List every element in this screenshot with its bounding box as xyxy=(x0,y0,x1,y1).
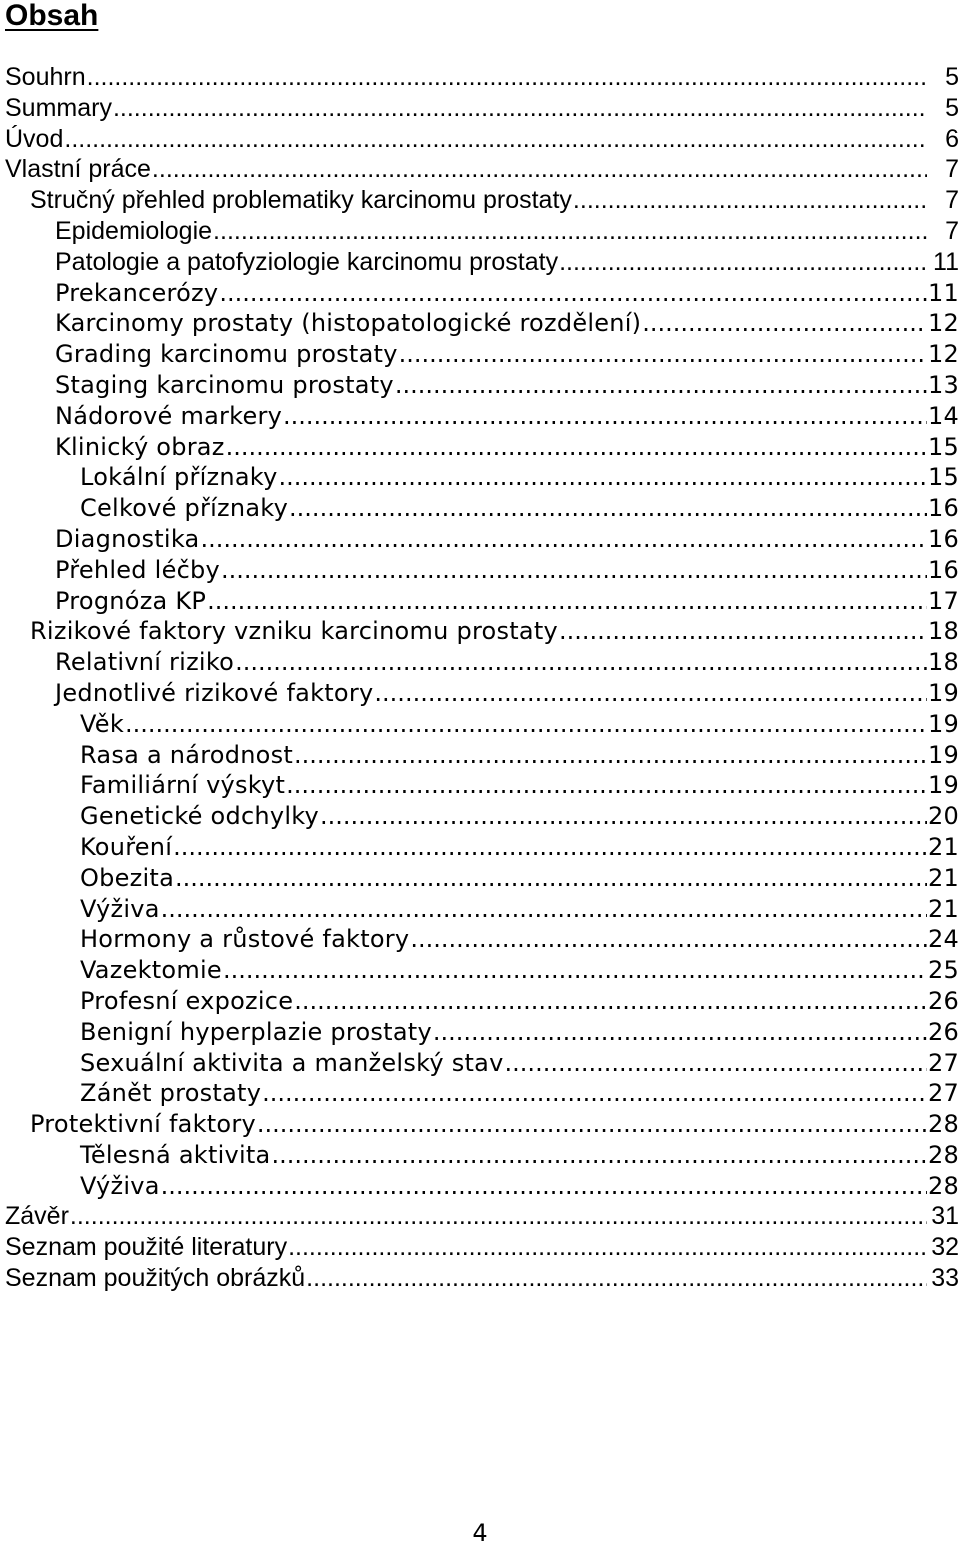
toc-entry-label: Prekancerózy xyxy=(55,278,219,307)
toc-entry-page: 15 xyxy=(927,463,959,492)
toc-entry[interactable] xyxy=(0,770,960,801)
toc-entry[interactable] xyxy=(0,709,960,740)
toc-entry[interactable] xyxy=(0,1109,960,1140)
dot-leader xyxy=(201,524,927,555)
toc-entry-label: Seznam použité literatury xyxy=(5,1233,288,1262)
dot-leader xyxy=(207,586,927,617)
toc-entry-page: 12 xyxy=(927,309,959,338)
toc-entry[interactable] xyxy=(0,1078,960,1109)
toc-entry-label: Sexuální aktivita a manželský stav xyxy=(80,1048,504,1077)
dot-leader xyxy=(505,1048,927,1079)
document-title: Obsah xyxy=(5,0,99,32)
toc-entry[interactable] xyxy=(0,339,960,370)
toc-entry-label: Souhrn xyxy=(5,63,86,91)
toc-entry-page: 21 xyxy=(927,863,959,892)
toc-entry-page: 7 xyxy=(945,216,959,245)
toc-entry-page: 7 xyxy=(945,186,959,215)
dot-leader xyxy=(262,1078,927,1109)
toc-entry-page: 5 xyxy=(945,93,959,122)
toc-entry[interactable] xyxy=(0,832,960,863)
toc-entry-page: 27 xyxy=(927,1048,959,1077)
toc-entry-label: Klinický obraz xyxy=(55,432,225,461)
dot-leader xyxy=(288,1232,927,1263)
toc-entry-page: 11 xyxy=(927,278,959,307)
toc-entry-label: Obezita xyxy=(80,863,175,892)
toc-entry[interactable] xyxy=(0,308,960,339)
toc-entry-page: 15 xyxy=(927,432,959,461)
dot-leader xyxy=(294,986,927,1017)
toc-entry-label: Jednotlivé rizikové faktory xyxy=(55,678,374,707)
toc-entry-page: 31 xyxy=(931,1202,959,1231)
toc-entry-page: 21 xyxy=(927,832,959,861)
toc-entry[interactable] xyxy=(0,493,960,524)
toc-entry[interactable] xyxy=(0,370,960,401)
toc-entry-label: Vazektomie xyxy=(80,956,222,985)
toc-entry-page: 19 xyxy=(927,771,959,800)
toc-entry-label: Kouření xyxy=(80,832,173,861)
toc-entry-label: Staging karcinomu prostaty xyxy=(55,370,394,399)
toc-entry-label: Věk xyxy=(80,709,124,738)
toc-entry-page: 18 xyxy=(927,648,959,677)
toc-entry[interactable] xyxy=(0,432,960,463)
toc-entry-label: Summary xyxy=(5,93,112,122)
dot-leader xyxy=(70,1201,927,1232)
toc-entry-label: Rizikové faktory vzniku karcinomu prostaty xyxy=(30,617,558,646)
toc-entry-label: Celkové příznaky xyxy=(80,494,289,523)
toc-entry[interactable] xyxy=(0,894,960,925)
dot-leader xyxy=(257,1109,927,1140)
dot-leader xyxy=(279,462,927,493)
toc-entry[interactable] xyxy=(0,955,960,986)
toc-entry-page: 32 xyxy=(931,1233,959,1262)
dot-leader xyxy=(161,1171,927,1202)
toc-entry-page: 28 xyxy=(927,1140,959,1169)
toc-entry[interactable] xyxy=(0,586,960,617)
dot-leader xyxy=(219,278,927,309)
toc-entry[interactable] xyxy=(0,1201,960,1232)
toc-entry[interactable] xyxy=(0,124,960,155)
toc-entry[interactable] xyxy=(0,185,960,216)
dot-leader xyxy=(283,401,927,432)
toc-entry-label: Vlastní práce xyxy=(5,155,151,184)
dot-leader xyxy=(175,863,927,894)
toc-entry-label: Familiární výskyt xyxy=(80,771,286,800)
toc-entry-page: 7 xyxy=(945,155,959,184)
toc-entry[interactable] xyxy=(0,401,960,432)
dot-leader xyxy=(161,894,927,925)
toc-entry[interactable] xyxy=(0,647,960,678)
dot-leader xyxy=(289,493,927,524)
toc-entry-label: Úvod xyxy=(5,124,64,153)
toc-entry-label: Seznam použitých obrázků xyxy=(5,1264,306,1293)
toc-entry[interactable] xyxy=(0,278,960,309)
toc-entry-label: Lokální příznaky xyxy=(80,463,278,492)
toc-entry-label: Relativní riziko xyxy=(55,648,235,677)
dot-leader xyxy=(64,124,927,155)
toc-entry-label: Stručný přehled problematiky karcinomu prostaty xyxy=(30,186,572,215)
toc-entry[interactable] xyxy=(0,1232,960,1263)
toc-entry[interactable] xyxy=(0,924,960,955)
dot-leader xyxy=(113,93,927,124)
dot-leader xyxy=(294,740,927,771)
toc-entry[interactable] xyxy=(0,1017,960,1048)
toc-entry-page: 33 xyxy=(931,1264,959,1293)
dot-leader xyxy=(152,154,927,185)
toc-entry[interactable] xyxy=(0,863,960,894)
toc-entry[interactable] xyxy=(0,1263,960,1294)
toc-entry[interactable] xyxy=(0,462,960,493)
toc-entry-page: 6 xyxy=(945,124,959,153)
toc-entry-page: 19 xyxy=(927,678,959,707)
toc-entry-page: 5 xyxy=(945,63,959,91)
toc-entry[interactable] xyxy=(0,524,960,555)
toc-entry-label: Prognóza KP xyxy=(55,586,207,615)
dot-leader xyxy=(223,955,927,986)
toc-entry-page: 26 xyxy=(927,986,959,1015)
toc-entry[interactable] xyxy=(0,1048,960,1079)
toc-entry[interactable] xyxy=(0,216,960,247)
dot-leader xyxy=(399,339,927,370)
toc-entry[interactable] xyxy=(0,555,960,586)
dot-leader xyxy=(320,801,927,832)
toc-entry-label: Diagnostika xyxy=(55,524,200,553)
toc-entry-label: Přehled léčby xyxy=(55,555,220,584)
toc-entry[interactable] xyxy=(0,93,960,124)
dot-leader xyxy=(226,432,927,463)
dot-leader xyxy=(559,247,927,278)
toc-entry-page: 20 xyxy=(927,802,959,831)
toc-entry[interactable] xyxy=(0,986,960,1017)
dot-leader xyxy=(374,678,927,709)
toc-entry-page: 27 xyxy=(927,1079,959,1108)
toc-entry-page: 19 xyxy=(927,740,959,769)
dot-leader xyxy=(272,1140,927,1171)
toc-entry-label: Výživa xyxy=(80,1171,160,1200)
toc-entry-label: Protektivní faktory xyxy=(30,1110,256,1139)
toc-entry-label: Tělesná aktivita xyxy=(80,1140,271,1169)
toc-entry[interactable] xyxy=(0,247,960,278)
toc-entry[interactable] xyxy=(0,62,960,93)
toc-entry-page: 16 xyxy=(927,494,959,523)
toc-entry-label: Epidemiologie xyxy=(55,216,213,245)
toc-entry-page: 24 xyxy=(927,925,959,954)
toc-entry-label: Profesní expozice xyxy=(80,986,294,1015)
toc-entry-label: Genetické odchylky xyxy=(80,802,319,831)
toc-entry-label: Rasa a národnost xyxy=(80,740,294,769)
toc-entry[interactable] xyxy=(0,801,960,832)
toc-entry[interactable] xyxy=(0,616,960,647)
toc-entry-page: 14 xyxy=(927,401,959,430)
dot-leader xyxy=(87,62,927,93)
toc-entry-page: 28 xyxy=(927,1110,959,1139)
dot-leader xyxy=(642,308,927,339)
toc-entry-page: 11 xyxy=(933,247,959,276)
page-number: 4 xyxy=(472,1519,488,1547)
table-of-contents xyxy=(0,62,960,1294)
toc-entry-page: 25 xyxy=(927,956,959,985)
toc-entry-page: 19 xyxy=(927,709,959,738)
toc-entry-label: Karcinomy prostaty (histopatologické rozdělení) xyxy=(55,309,642,338)
toc-entry-page: 18 xyxy=(927,617,959,646)
toc-entry[interactable] xyxy=(0,1171,960,1202)
dot-leader xyxy=(573,185,927,216)
toc-entry-page: 16 xyxy=(927,555,959,584)
toc-entry-page: 16 xyxy=(927,524,959,553)
toc-entry-page: 13 xyxy=(927,370,959,399)
dot-leader xyxy=(433,1017,927,1048)
toc-entry[interactable] xyxy=(0,1140,960,1171)
toc-entry[interactable] xyxy=(0,678,960,709)
dot-leader xyxy=(235,647,927,678)
toc-entry-page: 28 xyxy=(927,1171,959,1200)
dot-leader xyxy=(286,770,927,801)
toc-entry-page: 26 xyxy=(927,1017,959,1046)
toc-entry-label: Zánět prostaty xyxy=(80,1079,262,1108)
dot-leader xyxy=(559,616,927,647)
toc-entry-page: 12 xyxy=(927,340,959,369)
toc-entry[interactable] xyxy=(0,154,960,185)
toc-entry-label: Hormony a růstové faktory xyxy=(80,925,410,954)
dot-leader xyxy=(125,709,927,740)
toc-entry-page: 21 xyxy=(927,894,959,923)
dot-leader xyxy=(173,832,927,863)
toc-entry-label: Nádorové markery xyxy=(55,401,283,430)
toc-entry-label: Grading karcinomu prostaty xyxy=(55,340,398,369)
toc-entry-page: 17 xyxy=(927,586,959,615)
dot-leader xyxy=(213,216,927,247)
toc-entry-label: Benigní hyperplazie prostaty xyxy=(80,1017,432,1046)
dot-leader xyxy=(221,555,927,586)
toc-entry[interactable] xyxy=(0,740,960,771)
dot-leader xyxy=(410,924,927,955)
toc-entry-label: Výživa xyxy=(80,894,160,923)
dot-leader xyxy=(395,370,927,401)
dot-leader xyxy=(306,1263,927,1294)
toc-entry-label: Závěr xyxy=(5,1202,69,1231)
toc-entry-label: Patologie a patofyziologie karcinomu prostaty xyxy=(55,247,559,276)
